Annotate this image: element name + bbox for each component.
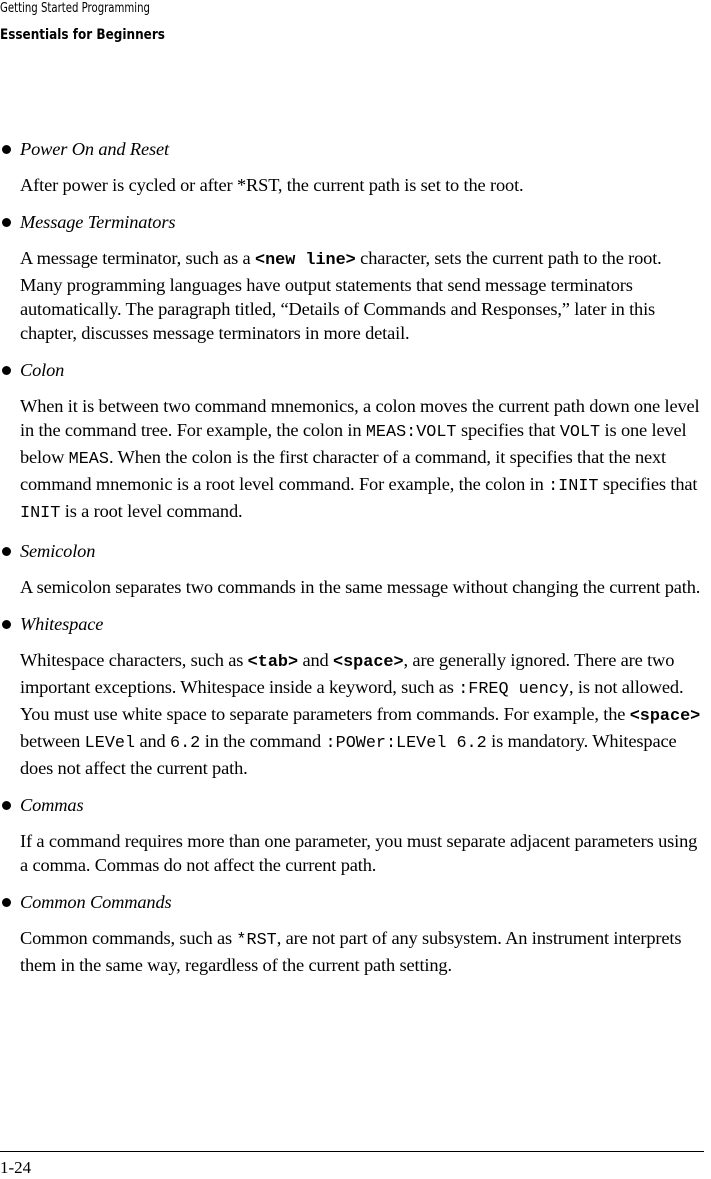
code-keyword: MEAS:VOLT — [365, 423, 457, 442]
paragraph-text: After power is cycled or after *RST, the current path is set to the root. — [20, 175, 524, 195]
bullet-icon — [2, 145, 11, 154]
bullet-list — [0, 137, 708, 990]
item-paragraph — [20, 648, 708, 780]
item-title: Whitespace — [20, 614, 104, 634]
paragraph-text: , are generally ignored. There are two important exceptions. Whitespace inside a keyword, such as — [20, 650, 675, 697]
paragraph-text: is mandatory. Whitespace does not affect the current path. — [20, 731, 677, 778]
item-title: Power On and Reset — [20, 139, 169, 159]
footer-rule — [0, 1151, 704, 1152]
code-keyword: *RST — [236, 931, 277, 950]
list-item — [0, 890, 708, 977]
code-keyword: :POWer:LEVel 6.2 — [325, 734, 487, 753]
code-keyword-bold: <space> — [333, 653, 404, 672]
item-title: Commas — [20, 795, 84, 815]
code-keyword: :INIT — [548, 477, 599, 496]
paragraph-text: Whitespace characters, such as — [20, 650, 248, 670]
item-title: Colon — [20, 360, 65, 380]
item-paragraph — [20, 394, 708, 526]
paragraph-text: is one level below — [20, 420, 687, 467]
item-paragraph — [20, 575, 708, 599]
paragraph-text: in the command — [200, 731, 326, 751]
paragraph-text: A message terminator, such as a — [20, 248, 256, 268]
list-item — [0, 539, 708, 599]
code-keyword: INIT — [20, 504, 61, 523]
paragraph-text: If a command requires more than one parameter, you must separate adjacent parameters using a comma. Commas do not affect the current path. — [20, 831, 698, 875]
code-keyword-bold: <new line> — [255, 251, 356, 270]
list-item — [0, 793, 708, 877]
bullet-icon — [2, 366, 11, 375]
paragraph-text: A semicolon separates two commands in the same message without changing the current path. — [20, 577, 701, 597]
code-keyword: 6.2 — [170, 734, 201, 753]
page-number: 1-24 — [0, 1158, 32, 1177]
bullet-icon — [2, 218, 11, 227]
item-title: Message Terminators — [20, 212, 176, 232]
paragraph-text: When it is between two command mnemonics, a colon moves the current path down one level in the command tree. For example, the colon in — [20, 396, 700, 440]
item-paragraph — [20, 246, 708, 345]
item-paragraph — [20, 829, 708, 877]
paragraph-text: Common commands, such as — [20, 928, 237, 948]
list-item — [0, 612, 708, 780]
code-keyword: MEAS — [68, 450, 109, 469]
bullet-icon — [2, 801, 11, 810]
list-item — [0, 137, 708, 197]
paragraph-text: , are not part of any subsystem. An instrument interprets them in the same way, regardless of the current path setting. — [20, 928, 682, 975]
code-keyword: LEVel — [84, 734, 136, 753]
code-keyword: VOLT — [559, 423, 601, 442]
paragraph-text: , is not allowed. You must use white space to separate parameters from commands. For example, the — [20, 677, 684, 724]
paragraph-text: . When the colon is the first character of a command, it specifies that the next command mnemonic is a root level command. For example, the colon in — [20, 447, 667, 494]
bullet-icon — [2, 620, 11, 629]
list-item — [0, 210, 708, 345]
chapter-title: Getting Started Programming — [0, 1, 150, 16]
item-title: Semicolon — [20, 541, 96, 561]
paragraph-text: specifies that — [456, 420, 560, 440]
paragraph-text: character, sets the current path to the root. Many programming languages have output statements that send message terminators automatically. The paragraph titled, “Details of Commands and Responses,” later in this chapter, discusses message terminators in more detail. — [20, 248, 662, 343]
item-paragraph — [20, 173, 708, 197]
paragraph-text: and — [135, 731, 171, 751]
item-title: Common Commands — [20, 892, 172, 912]
paragraph-text: and — [298, 650, 334, 670]
paragraph-text: is a root level command. — [60, 501, 243, 521]
paragraph-text: specifies that — [598, 474, 698, 494]
bullet-icon — [2, 547, 11, 556]
list-item — [0, 358, 708, 526]
section-title: Essentials for Beginners — [0, 27, 165, 43]
code-keyword-bold: <space> — [629, 707, 701, 726]
paragraph-text: between — [20, 731, 85, 751]
bullet-icon — [2, 898, 11, 907]
code-keyword-bold: <tab> — [247, 653, 299, 672]
item-paragraph — [20, 926, 708, 977]
code-keyword: :FREQ uency — [458, 680, 569, 699]
